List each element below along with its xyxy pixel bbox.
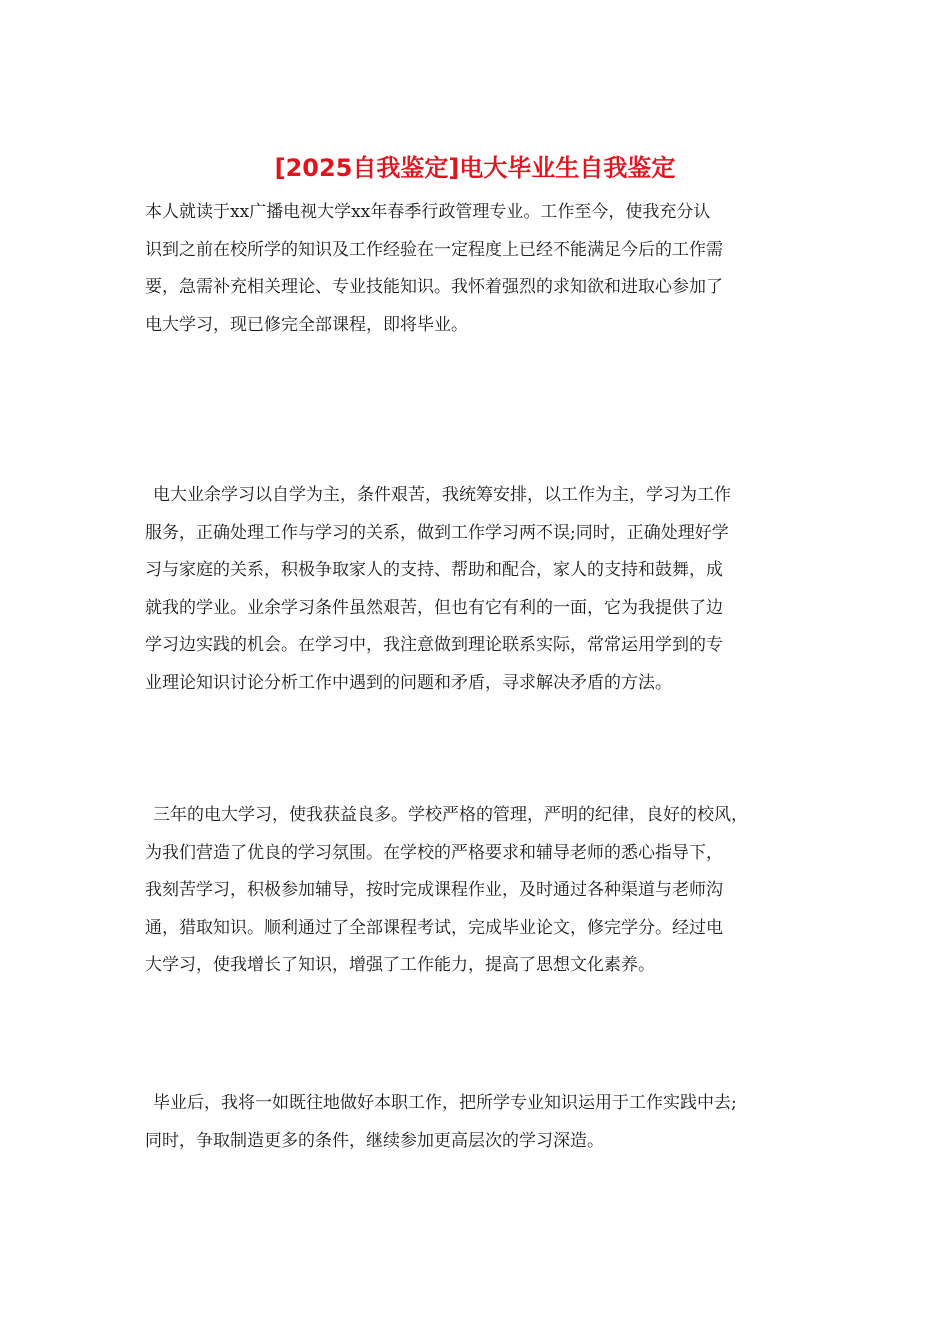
paragraph-intro (145, 194, 813, 344)
paragraph-line: 毕业后，我将一如既往地做好本职工作，把所学专业知识运用于工作实践中去; (153, 1093, 737, 1113)
paragraph-line: 通，猎取知识。顺利通过了全部课程考试，完成毕业论文，修完学分。经过电 (145, 917, 723, 938)
paragraph-line: 本人就读于xx广播电视大学xx年春季行政管理专业。工作至今，使我充分认 (145, 202, 711, 222)
paragraph-line: 要，急需补充相关理论、专业技能知识。我怀着强烈的求知欲和进取心参加了 (145, 277, 723, 297)
paragraph-line: 业理论知识讨论分析工作中遇到的问题和矛盾，寻求解决矛盾的方法。 (145, 672, 672, 693)
paragraph-line: 电大学习，现已修完全部课程，即将毕业。 (145, 314, 468, 335)
paragraph-line: 为我们营造了优良的学习氛围。在学校的严格要求和辅导老师的悉心指导下， (145, 842, 723, 863)
paragraph-line: 就我的学业。业余学习条件虽然艰苦，但也有它有利的一面，它为我提供了边 (145, 597, 723, 618)
paragraph-study-method (145, 477, 813, 702)
paragraph-future-plans (145, 1085, 813, 1160)
paragraph-achievements (145, 797, 813, 985)
paragraph-line: 学习边实践的机会。在学习中，我注意做到理论联系实际，常常运用学到的专 (145, 635, 723, 655)
paragraph-line: 习与家庭的关系，积极争取家人的支持、帮助和配合，家人的支持和鼓舞，成 (145, 560, 723, 580)
paragraph-line: 服务，正确处理工作与学习的关系，做到工作学习两不误;同时，正确处理好学 (145, 522, 729, 543)
paragraph-line: 识到之前在校所学的知识及工作经验在一定程度上已经不能满足今后的工作需 (145, 239, 723, 260)
paragraph-line: 大学习，使我增长了知识，增强了工作能力，提高了思想文化素养。 (145, 955, 655, 975)
document-title: [2025自我鉴定]电大毕业生自我鉴定 (274, 154, 676, 182)
paragraph-line: 三年的电大学习，使我获益良多。学校严格的管理，严明的纪律，良好的校风， (153, 805, 748, 825)
paragraph-line: 我刻苦学习，积极参加辅导，按时完成课程作业，及时通过各种渠道与老师沟 (145, 880, 723, 900)
paragraph-line: 电大业余学习以自学为主，条件艰苦，我统筹安排，以工作为主，学习为工作 (153, 485, 731, 505)
paragraph-line: 同时，争取制造更多的条件，继续参加更高层次的学习深造。 (145, 1130, 604, 1151)
